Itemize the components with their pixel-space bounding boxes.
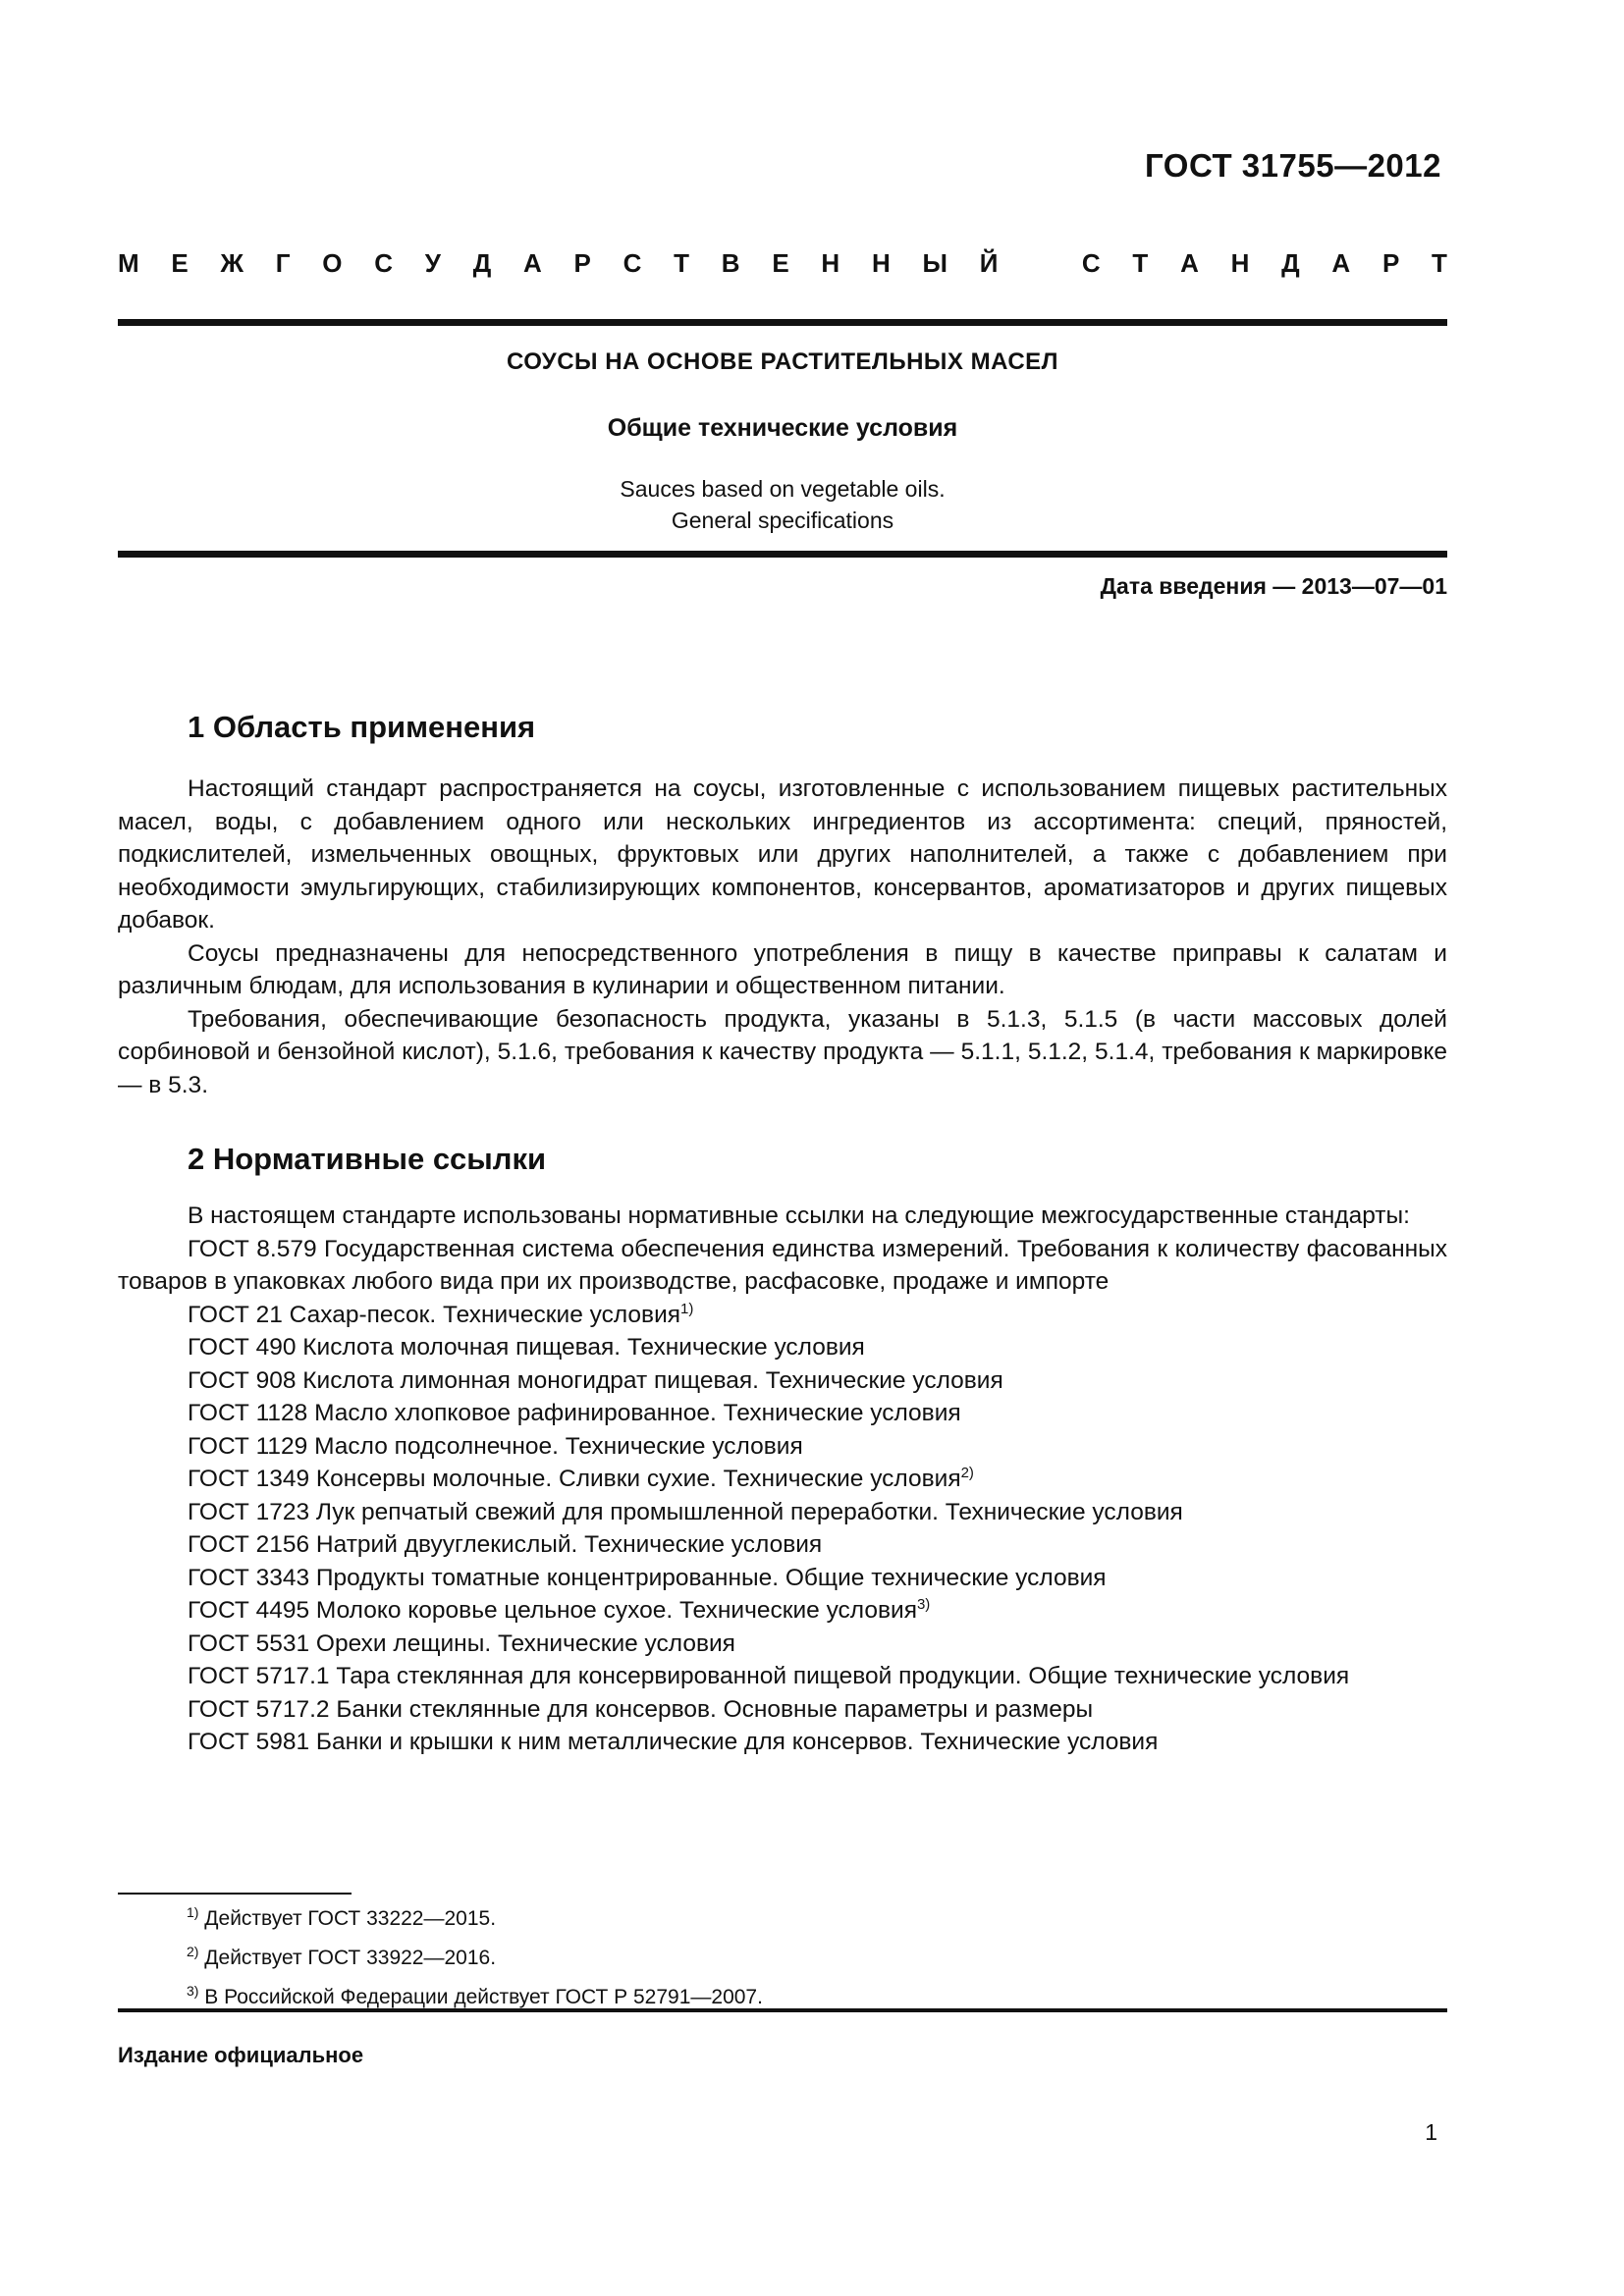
banner-letter: Р <box>1381 248 1400 278</box>
banner-letter: Р <box>573 248 591 278</box>
document-title: СОУСЫ НА ОСНОВЕ РАСТИТЕЛЬНЫХ МАСЕЛ <box>506 348 1058 375</box>
reference-item <box>118 1496 1447 1529</box>
introduction-date: Дата введения — 2013—07—01 <box>1100 573 1447 599</box>
footnote-marker: 3) <box>916 1595 931 1613</box>
banner-gap <box>1030 248 1050 279</box>
paragraph: Настоящий стандарт распространяется на соусы, изготовленные с использованием пищевых растительных масел, воды, с добавлением одного или нескольких ингредиентов из ассортимента: специй, пряностей, подкислителей, измельченных овощных, фруктовых или других наполнителей, а также с добавлением при необходимости эмульгирующих, стабилизирующих компонентов, консервантов, ароматизаторов и других пищевых добавок. <box>118 775 1447 934</box>
document-subtitle: Общие технические условия <box>607 414 958 442</box>
reference-item <box>118 1693 1447 1727</box>
footnote <box>187 1899 763 1939</box>
header-rule <box>118 319 1447 326</box>
reference-text: ГОСТ 490 Кислота молочная пищевая. Технические условия <box>188 1334 865 1361</box>
footnote-mark: 1) <box>187 1904 199 1920</box>
banner-letter: Ы <box>922 248 947 278</box>
reference-text: ГОСТ 5531 Орехи лещины. Технические условия <box>188 1629 735 1657</box>
paragraph: Требования, обеспечивающие безопасность продукта, указаны в 5.1.3, 5.1.5 (в части массовых долей сорбиновой и бензойной кислот), 5.1.6, требования к качеству продукта — 5.1.1, 5.1.2, 5.1.4, требования к маркировке — в 5.3. <box>118 1005 1447 1098</box>
reference-text: ГОСТ 2156 Натрий двууглекислый. Технические условия <box>188 1531 823 1558</box>
banner-letter: Е <box>772 248 789 278</box>
footnote-mark: 2) <box>187 1944 199 1959</box>
banner-letter: Н <box>821 248 840 278</box>
reference-item <box>118 1594 1447 1628</box>
banner-letter: М <box>118 248 139 278</box>
banner-letter: Н <box>871 248 891 278</box>
reference-item <box>118 1233 1447 1299</box>
banner-letter: Т <box>1132 248 1149 278</box>
reference-text: ГОСТ 21 Сахар-песок. Технические условия <box>188 1301 681 1328</box>
banner-letter: Т <box>1432 248 1447 278</box>
reference-item <box>118 1364 1447 1398</box>
footnote-text: В Российской Федерации действует ГОСТ Р 52791—2007. <box>198 1986 763 2008</box>
reference-text: ГОСТ 1723 Лук репчатый свежий для промышленной переработки. Технические условия <box>188 1498 1183 1525</box>
document-code: ГОСТ 31755—2012 <box>1145 147 1441 184</box>
banner-letter: Т <box>674 248 690 278</box>
reference-item <box>118 1528 1447 1562</box>
reference-text: ГОСТ 8.579 Государственная система обеспечения единства измерений. Требования к количеству фасованных товаров в упаковках любого вида при их производстве, расфасовке, продаже и импорте <box>118 1235 1447 1295</box>
paragraph: Соусы предназначены для непосредственного употребления в пищу в качестве приправы к салатам и различным блюдам, для использования в кулинарии и общественном питании. <box>118 939 1447 999</box>
section-heading: 1 Область применения <box>188 710 536 744</box>
paragraph: В настоящем стандарте использованы нормативные ссылки на следующие межгосударственные стандарты: <box>188 1202 1410 1229</box>
footnote-marker: 1) <box>680 1300 694 1317</box>
reference-text: ГОСТ 1129 Масло подсолнечное. Технические условия <box>188 1432 803 1460</box>
banner-letter: А <box>1331 248 1351 278</box>
interstate-standard-banner <box>118 248 1447 279</box>
reference-item <box>118 1562 1447 1595</box>
footnotes <box>187 1899 763 2017</box>
footnote-text: Действует ГОСТ 33922—2016. <box>198 1947 497 1969</box>
banner-letter: С <box>374 248 394 278</box>
reference-text: ГОСТ 908 Кислота лимонная моногидрат пищевая. Технические условия <box>188 1366 1003 1394</box>
footnote-text: Действует ГОСТ 33222—2015. <box>198 1907 497 1930</box>
reference-item <box>118 1660 1447 1693</box>
page-number: 1 <box>1425 2119 1437 2145</box>
normative-references <box>118 1200 1447 1759</box>
reference-item <box>118 1726 1447 1759</box>
reference-text: ГОСТ 5981 Банки и крышки к ним металлические для консервов. Технические условия <box>188 1729 1159 1755</box>
english-title-line: Sauces based on vegetable oils. <box>620 476 946 502</box>
reference-text: ГОСТ 1128 Масло хлопковое рафинированное. Технические условия <box>188 1400 961 1426</box>
banner-letter: Д <box>472 248 492 278</box>
english-title-line: General specifications <box>671 507 894 533</box>
official-edition-label: Издание официальное <box>118 2043 364 2067</box>
footnote-marker: 2) <box>960 1464 974 1481</box>
banner-letter: Д <box>1281 248 1300 278</box>
reference-item <box>118 1430 1447 1464</box>
banner-letter: Й <box>979 248 999 278</box>
footer-rule <box>118 2008 1447 2012</box>
banner-letter: Н <box>1230 248 1250 278</box>
reference-text: ГОСТ 3343 Продукты томатные концентрированные. Общие технические условия <box>188 1564 1107 1591</box>
section-heading: 2 Нормативные ссылки <box>188 1142 547 1176</box>
reference-text: ГОСТ 4495 Молоко коровье цельное сухое. Технические условия <box>188 1597 917 1624</box>
banner-letter: Е <box>171 248 189 278</box>
reference-item <box>118 1331 1447 1364</box>
reference-text: ГОСТ 5717.1 Тара стеклянная для консервированной пищевой продукции. Общие технические условия <box>188 1663 1350 1689</box>
banner-letter: А <box>1180 248 1199 278</box>
reference-item <box>118 1299 1447 1332</box>
banner-letter: А <box>523 248 542 278</box>
title-rule <box>118 551 1447 558</box>
banner-letter: С <box>623 248 642 278</box>
reference-item <box>118 1397 1447 1430</box>
reference-item <box>118 1628 1447 1661</box>
reference-text: ГОСТ 5717.2 Банки стеклянные для консервов. Основные параметры и размеры <box>188 1695 1094 1723</box>
banner-letter: О <box>322 248 343 278</box>
banner-letter: Ж <box>220 248 244 278</box>
banner-letter: Г <box>275 248 291 278</box>
footnote-mark: 3) <box>187 1983 199 1999</box>
banner-letter: У <box>424 248 441 278</box>
footnote-rule <box>118 1893 352 1895</box>
reference-text: ГОСТ 1349 Консервы молочные. Сливки сухие. Технические условия <box>188 1466 961 1492</box>
footnote <box>187 1939 763 1978</box>
english-title <box>118 473 1447 536</box>
banner-letter: В <box>721 248 740 278</box>
reference-item <box>118 1463 1447 1496</box>
banner-letter: С <box>1081 248 1101 278</box>
section1-body <box>118 773 1447 1101</box>
